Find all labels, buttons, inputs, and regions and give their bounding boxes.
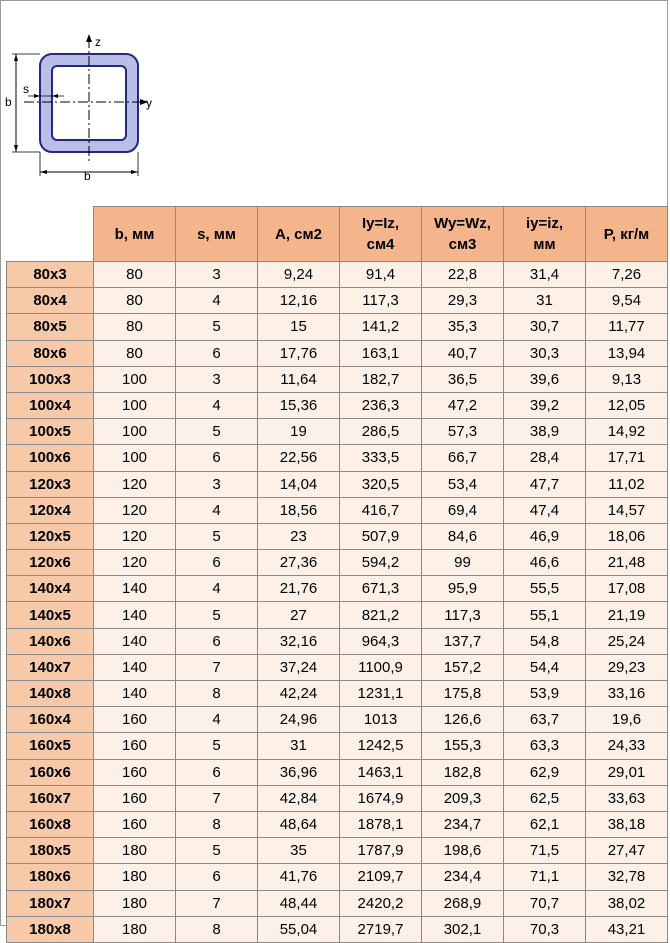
table-cell: 53,9 [504,681,586,707]
table-cell: 43,21 [586,916,668,942]
table-cell: 42,84 [258,785,340,811]
table-row [7,366,668,392]
table-cell: 6 [176,445,258,471]
table-cell: 7 [176,890,258,916]
table-cell: 8 [176,916,258,942]
table-cell: 180 [94,916,176,942]
table-cell: 120 [94,550,176,576]
table-cell: 80 [94,314,176,340]
table-cell: 18,56 [258,497,340,523]
table-cell: 160 [94,759,176,785]
table-cell: 140 [94,576,176,602]
header-mass-per-meter: P, кг/м [586,207,668,262]
table-cell: 35 [258,838,340,864]
table-cell: 53,4 [422,471,504,497]
table-cell: 55,5 [504,576,586,602]
table-row [7,890,668,916]
row-label: 140х5 [7,602,94,628]
table-cell: 54,8 [504,628,586,654]
table-cell: 80 [94,340,176,366]
table-cell: 1242,5 [340,733,422,759]
table-cell: 63,7 [504,707,586,733]
table-cell: 5 [176,314,258,340]
label-s: s [23,82,29,96]
table-cell: 320,5 [340,471,422,497]
table-cell: 36,5 [422,366,504,392]
table-cell: 42,24 [258,681,340,707]
table-cell: 12,05 [586,392,668,418]
table-cell: 31,4 [504,262,586,288]
header-s: s, мм [176,207,258,262]
table-cell: 7 [176,785,258,811]
table-cell: 23 [258,523,340,549]
row-label: 120х6 [7,550,94,576]
table-cell: 160 [94,785,176,811]
row-label: 160х7 [7,785,94,811]
table-cell: 1878,1 [340,811,422,837]
table-cell: 21,76 [258,576,340,602]
table-cell: 594,2 [340,550,422,576]
table-cell: 4 [176,288,258,314]
table-cell: 40,7 [422,340,504,366]
table-row [7,576,668,602]
table-cell: 1463,1 [340,759,422,785]
table-cell: 15 [258,314,340,340]
table-cell: 180 [94,890,176,916]
table-cell: 163,1 [340,340,422,366]
table-cell: 14,92 [586,419,668,445]
table-cell: 33,63 [586,785,668,811]
table-cell: 80 [94,288,176,314]
table-cell: 99 [422,550,504,576]
row-label: 100х5 [7,419,94,445]
table-row [7,419,668,445]
table-cell: 126,6 [422,707,504,733]
table-row [7,916,668,942]
table-cell: 4 [176,576,258,602]
table-cell: 66,7 [422,445,504,471]
header-section-modulus: Wy=Wz, см3 [422,207,504,262]
table-cell: 29,23 [586,654,668,680]
table-row [7,550,668,576]
table-cell: 3 [176,471,258,497]
table-row [7,262,668,288]
row-label: 80х4 [7,288,94,314]
table-cell: 236,3 [340,392,422,418]
table-cell: 6 [176,340,258,366]
table-cell: 30,7 [504,314,586,340]
table-cell: 36,96 [258,759,340,785]
table-cell: 30,3 [504,340,586,366]
table-cell: 47,4 [504,497,586,523]
table-cell: 27 [258,602,340,628]
table-cell: 95,9 [422,576,504,602]
table-cell: 120 [94,497,176,523]
table-cell: 80 [94,262,176,288]
table-cell: 4 [176,707,258,733]
table-cell: 160 [94,811,176,837]
table-cell: 37,24 [258,654,340,680]
table-cell: 1231,1 [340,681,422,707]
table-cell: 47,2 [422,392,504,418]
table-cell: 8 [176,811,258,837]
table-cell: 25,24 [586,628,668,654]
b-dim-bottom-arrow-right [131,170,138,174]
table-row [7,523,668,549]
table-cell: 9,13 [586,366,668,392]
row-label: 160х8 [7,811,94,837]
table-cell: 180 [94,838,176,864]
table-cell: 182,7 [340,366,422,392]
row-label: 140х4 [7,576,94,602]
table-row [7,602,668,628]
table-cell: 48,44 [258,890,340,916]
table-cell: 671,3 [340,576,422,602]
table-cell: 140 [94,654,176,680]
table-cell: 14,04 [258,471,340,497]
table-cell: 19,6 [586,707,668,733]
table-cell: 17,71 [586,445,668,471]
table-row [7,733,668,759]
table-cell: 71,5 [504,838,586,864]
table-cell: 1787,9 [340,838,422,864]
header-area: A, см2 [258,207,340,262]
table-cell: 182,8 [422,759,504,785]
table-cell: 21,19 [586,602,668,628]
table-cell: 5 [176,419,258,445]
table-cell: 155,3 [422,733,504,759]
table-cell: 62,1 [504,811,586,837]
table-cell: 4 [176,392,258,418]
table-cell: 4 [176,497,258,523]
label-b-bottom: b [84,169,91,182]
table-cell: 21,48 [586,550,668,576]
row-label: 100х4 [7,392,94,418]
table-cell: 41,76 [258,864,340,890]
table-cell: 39,2 [504,392,586,418]
table-row [7,707,668,733]
table-row [7,628,668,654]
table-cell: 38,9 [504,419,586,445]
table-cell: 8 [176,681,258,707]
square-tube-properties-table [6,206,668,943]
table-cell: 416,7 [340,497,422,523]
table-cell: 234,4 [422,864,504,890]
table-cell: 117,3 [422,602,504,628]
label-y: y [146,96,152,110]
table-cell: 1674,9 [340,785,422,811]
table-cell: 140 [94,602,176,628]
table-cell: 70,3 [504,916,586,942]
table-cell: 7,26 [586,262,668,288]
table-cell: 209,3 [422,785,504,811]
row-label: 120х5 [7,523,94,549]
table-cell: 198,6 [422,838,504,864]
table-cell: 46,6 [504,550,586,576]
row-label: 120х3 [7,471,94,497]
table-cell: 507,9 [340,523,422,549]
table-cell: 62,9 [504,759,586,785]
table-cell: 180 [94,864,176,890]
z-axis-arrow [86,34,92,42]
table-cell: 35,3 [422,314,504,340]
row-label: 100х6 [7,445,94,471]
table-cell: 11,02 [586,471,668,497]
label-b-left: b [5,95,12,109]
table-cell: 964,3 [340,628,422,654]
table-cell: 100 [94,445,176,471]
table-cell: 24,96 [258,707,340,733]
table-cell: 22,56 [258,445,340,471]
row-label: 80х3 [7,262,94,288]
table-cell: 157,2 [422,654,504,680]
row-label: 180х5 [7,838,94,864]
table-cell: 18,06 [586,523,668,549]
table-cell: 11,64 [258,366,340,392]
table-row [7,811,668,837]
table-cell: 140 [94,628,176,654]
table-cell: 6 [176,759,258,785]
row-label: 100х3 [7,366,94,392]
header-inertia: Iy=Iz, см4 [340,207,422,262]
table-cell: 24,33 [586,733,668,759]
header-b: b, мм [94,207,176,262]
table-cell: 6 [176,628,258,654]
table-row [7,838,668,864]
table-row [7,785,668,811]
table-row [7,864,668,890]
table-row [7,654,668,680]
row-label: 160х6 [7,759,94,785]
table-cell: 5 [176,733,258,759]
table-cell: 7 [176,654,258,680]
table-row [7,681,668,707]
table-cell: 38,02 [586,890,668,916]
row-label: 80х5 [7,314,94,340]
table-row [7,445,668,471]
table-cell: 70,7 [504,890,586,916]
row-label: 180х6 [7,864,94,890]
table-cell: 5 [176,523,258,549]
table-cell: 100 [94,366,176,392]
table-cell: 2420,2 [340,890,422,916]
table-cell: 69,4 [422,497,504,523]
table-cell: 175,8 [422,681,504,707]
table-cell: 29,3 [422,288,504,314]
table-cell: 1013 [340,707,422,733]
table-cell: 11,77 [586,314,668,340]
table-cell: 55,1 [504,602,586,628]
table-cell: 27,47 [586,838,668,864]
table-cell: 5 [176,838,258,864]
table-cell: 47,7 [504,471,586,497]
table-cell: 84,6 [422,523,504,549]
table-cell: 31 [504,288,586,314]
table-cell: 39,6 [504,366,586,392]
table-cell: 2109,7 [340,864,422,890]
table-cell: 29,01 [586,759,668,785]
table-cell: 302,1 [422,916,504,942]
table-cell: 71,1 [504,864,586,890]
row-label: 180х7 [7,890,94,916]
table-cell: 28,4 [504,445,586,471]
table-header-row [7,207,668,262]
table-cell: 17,76 [258,340,340,366]
table-corner [7,207,94,262]
square-tube-cross-section-diagram [4,30,164,182]
table-row [7,314,668,340]
table-cell: 137,7 [422,628,504,654]
row-label: 140х8 [7,681,94,707]
table-cell: 100 [94,419,176,445]
header-radius-of-gyration: iy=iz, мм [504,207,586,262]
table-cell: 140 [94,681,176,707]
row-label: 140х6 [7,628,94,654]
table-cell: 120 [94,471,176,497]
row-label: 160х4 [7,707,94,733]
b-dim-left-arrow-bottom [14,145,18,152]
table-cell: 27,36 [258,550,340,576]
table-row [7,471,668,497]
row-label: 160х5 [7,733,94,759]
table-cell: 234,7 [422,811,504,837]
table-cell: 62,5 [504,785,586,811]
table-row [7,340,668,366]
table-cell: 141,2 [340,314,422,340]
row-label: 120х4 [7,497,94,523]
label-z: z [95,35,101,49]
table-cell: 33,16 [586,681,668,707]
table-cell: 160 [94,733,176,759]
table-row [7,497,668,523]
table-body [7,262,668,943]
table-cell: 17,08 [586,576,668,602]
table-cell: 54,4 [504,654,586,680]
table-cell: 38,18 [586,811,668,837]
b-dim-bottom-arrow-left [40,170,47,174]
b-dim-left-arrow-top [14,54,18,61]
table-cell: 268,9 [422,890,504,916]
table-cell: 3 [176,262,258,288]
table-cell: 12,16 [258,288,340,314]
table-cell: 14,57 [586,497,668,523]
table-cell: 6 [176,550,258,576]
table-cell: 57,3 [422,419,504,445]
table-cell: 15,36 [258,392,340,418]
table-row [7,288,668,314]
table-cell: 821,2 [340,602,422,628]
table-cell: 55,04 [258,916,340,942]
table-cell: 31 [258,733,340,759]
table-cell: 5 [176,602,258,628]
table-row [7,759,668,785]
table-cell: 3 [176,366,258,392]
table-cell: 117,3 [340,288,422,314]
table-cell: 1100,9 [340,654,422,680]
row-label: 140х7 [7,654,94,680]
table-cell: 9,54 [586,288,668,314]
table-cell: 100 [94,392,176,418]
table-cell: 32,78 [586,864,668,890]
row-label: 80х6 [7,340,94,366]
table-cell: 32,16 [258,628,340,654]
table-cell: 286,5 [340,419,422,445]
table-cell: 63,3 [504,733,586,759]
table-cell: 6 [176,864,258,890]
table-cell: 13,94 [586,340,668,366]
table-cell: 120 [94,523,176,549]
table-cell: 48,64 [258,811,340,837]
table-cell: 46,9 [504,523,586,549]
row-label: 180х8 [7,916,94,942]
table-cell: 9,24 [258,262,340,288]
table-cell: 22,8 [422,262,504,288]
table-row [7,392,668,418]
table-cell: 91,4 [340,262,422,288]
table-cell: 333,5 [340,445,422,471]
table-cell: 2719,7 [340,916,422,942]
table-cell: 19 [258,419,340,445]
table-cell: 160 [94,707,176,733]
